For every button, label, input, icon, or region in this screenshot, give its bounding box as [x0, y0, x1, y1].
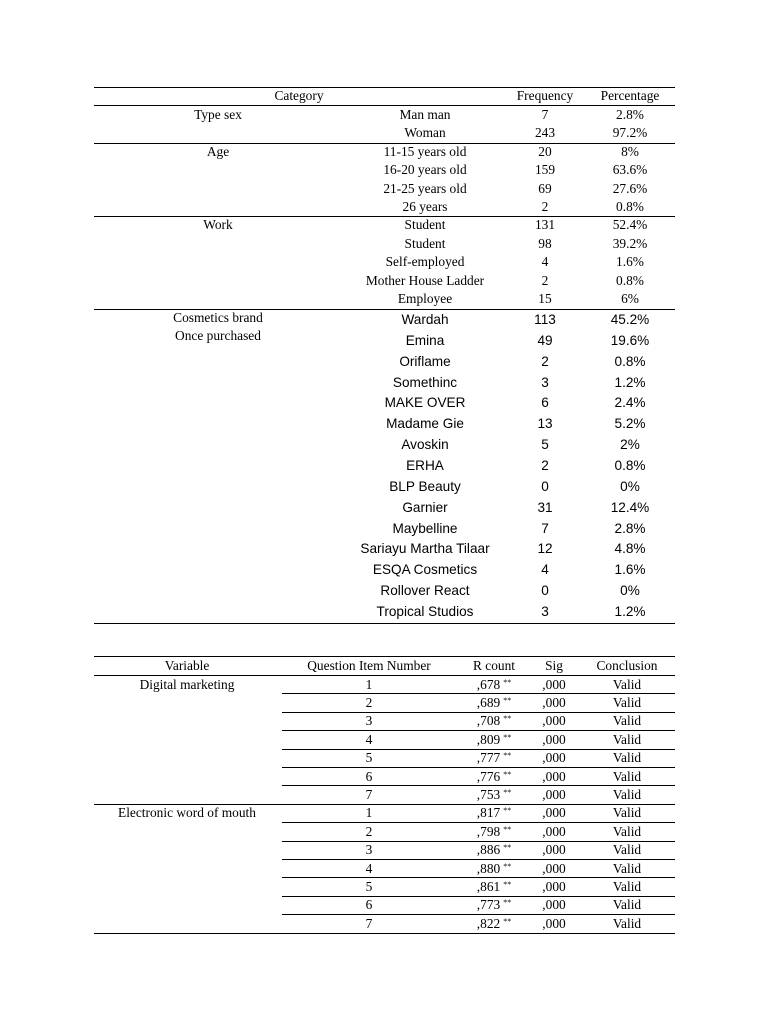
table1-frequency: 5 [541, 437, 549, 453]
significance-marker: ** [503, 695, 512, 705]
table2-conclusion: Valid [612, 768, 642, 784]
table1-bottom-rule [94, 623, 675, 624]
table1-subcategory: Madame Gie [386, 416, 464, 432]
table2-sig: ,000 [542, 805, 566, 821]
table1-header-percentage: Percentage [600, 88, 660, 103]
table1-top-rule [94, 87, 675, 88]
table1-frequency: 4 [541, 562, 549, 578]
table2-sig: ,000 [542, 768, 566, 784]
table1-category-label: Age [206, 144, 230, 159]
table1-frequency: 2 [541, 457, 549, 473]
table2-conclusion: Valid [612, 842, 642, 858]
table2-r-count: ,678 ** [476, 676, 512, 692]
table1-subcategory: Mother House Ladder [365, 272, 485, 288]
table2-header-item: Question Item Number [307, 658, 431, 673]
significance-marker: ** [503, 806, 512, 816]
table2-item-number: 5 [365, 750, 373, 766]
table1-subcategory: Woman [404, 125, 446, 141]
table1-category-label: Cosmetics brand [173, 310, 263, 325]
table2-variable-label: Digital marketing [139, 676, 235, 692]
table2-item-number: 3 [365, 842, 373, 858]
table1-subcategory: Oriflame [399, 353, 451, 369]
table1-subcategory: Somethinc [392, 374, 458, 390]
table2-item-number: 5 [365, 878, 373, 894]
table2-r-count: ,776 ** [476, 768, 512, 784]
table2-header-conclusion: Conclusion [596, 658, 658, 673]
table1-percentage: 52.4% [612, 217, 648, 232]
table1-frequency: 20 [538, 144, 552, 159]
table1-percentage: 45.2% [610, 312, 650, 327]
table2-r-count: ,689 ** [476, 694, 512, 710]
table1-percentage: 8% [621, 144, 639, 159]
table2-sig: ,000 [542, 713, 566, 729]
table1-subcategory: MAKE OVER [384, 395, 466, 411]
table2-conclusion: Valid [612, 860, 642, 876]
table1-percentage: 2.4% [614, 395, 646, 411]
table2-item-number: 6 [365, 897, 373, 913]
table1-subcategory: Man man [399, 107, 451, 122]
table1-frequency: 6 [541, 395, 549, 411]
table1-frequency: 69 [538, 180, 552, 196]
table2-r-count: ,777 ** [476, 750, 512, 766]
significance-marker: ** [503, 916, 512, 926]
table1-percentage: 0.8% [616, 272, 644, 288]
table1-subcategory: Employee [397, 291, 453, 306]
table1-percentage: 4.8% [614, 541, 646, 557]
significance-marker: ** [503, 714, 512, 724]
table1-percentage: 1.6% [614, 562, 646, 578]
table1-group-rule [94, 216, 675, 217]
table1-percentage: 0.8% [614, 457, 646, 473]
table1-percentage: 19.6% [610, 332, 650, 348]
table2-bottom-rule [94, 933, 675, 934]
table2-conclusion: Valid [612, 694, 642, 710]
table1-frequency: 31 [537, 499, 553, 515]
table1-subcategory: 26 years [402, 198, 448, 214]
significance-marker: ** [503, 751, 512, 761]
table2-header-rcount: R count [472, 658, 516, 673]
table1-percentage: 5.2% [614, 416, 646, 432]
table1-subcategory: 21-25 years old [383, 180, 467, 196]
table1-frequency: 98 [538, 235, 552, 251]
table1-subcategory: Rollover React [380, 583, 470, 599]
table2-r-count: ,809 ** [476, 731, 512, 747]
table1-frequency: 49 [537, 332, 553, 348]
table2-sig: ,000 [542, 731, 566, 747]
table1-subcategory: Maybelline [392, 520, 458, 536]
table1-percentage: 2% [620, 437, 640, 453]
significance-marker: ** [503, 677, 512, 687]
table1-frequency: 243 [534, 125, 556, 141]
table2-variable-label: Electronic word of mouth [118, 805, 256, 821]
table1-header-rule [94, 105, 675, 106]
table2-conclusion: Valid [612, 823, 642, 839]
table2-header-variable: Variable [164, 658, 210, 673]
table2-header-sig: Sig [545, 658, 563, 673]
table2-item-number: 7 [365, 786, 373, 802]
table1-subcategory: ERHA [406, 457, 444, 473]
table2-item-number: 7 [365, 915, 373, 931]
table1-frequency: 4 [541, 254, 549, 269]
table1-percentage: 27.6% [612, 180, 648, 196]
table2-sig: ,000 [542, 676, 566, 692]
table2-conclusion: Valid [612, 915, 642, 931]
table1-header-frequency: Frequency [516, 88, 574, 103]
table2-conclusion: Valid [612, 713, 642, 729]
table1-frequency: 2 [541, 272, 549, 288]
table1-percentage: 2.8% [614, 520, 646, 536]
significance-marker: ** [503, 787, 512, 797]
table2-sig: ,000 [542, 694, 566, 710]
table2-item-number: 1 [365, 805, 373, 821]
table2-r-count: ,708 ** [476, 713, 512, 729]
table1-subcategory: 11-15 years old [383, 144, 467, 159]
table1-frequency: 0 [541, 478, 549, 494]
table2-item-number: 3 [365, 713, 373, 729]
table2-r-count: ,773 ** [476, 897, 512, 913]
table1-frequency: 113 [534, 312, 556, 327]
table2-conclusion: Valid [612, 731, 642, 747]
table2-conclusion: Valid [612, 676, 642, 692]
significance-marker: ** [503, 879, 512, 889]
table1-frequency: 13 [537, 416, 553, 432]
table2-conclusion: Valid [612, 750, 642, 766]
table2-item-number: 6 [365, 768, 373, 784]
table1-subcategory: Wardah [401, 312, 449, 327]
table2-sig: ,000 [542, 915, 566, 931]
table1-frequency: 7 [541, 107, 549, 122]
table1-frequency: 7 [541, 520, 549, 536]
table2-r-count: ,798 ** [476, 823, 512, 839]
table1-subcategory: Emina [405, 332, 445, 348]
table1-header-category: Category [274, 88, 324, 103]
table1-percentage: 1.6% [616, 254, 644, 269]
table1-subcategory: Avoskin [401, 437, 449, 453]
table1-frequency: 3 [541, 603, 549, 619]
table2-sig: ,000 [542, 860, 566, 876]
table1-percentage: 12.4% [610, 499, 650, 515]
table1-frequency: 2 [541, 198, 549, 214]
table1-frequency: 159 [534, 162, 556, 178]
significance-marker: ** [503, 732, 512, 742]
significance-marker: ** [503, 769, 512, 779]
table1-subcategory: Sariayu Martha Tilaar [360, 541, 490, 557]
table2-sig: ,000 [542, 878, 566, 894]
table2-sig: ,000 [542, 750, 566, 766]
table1-subcategory: ESQA Cosmetics [372, 562, 478, 578]
table1-subcategory: BLP Beauty [389, 478, 461, 494]
table1-subcategory: 16-20 years old [383, 162, 467, 178]
table2-sig: ,000 [542, 786, 566, 802]
table1-subcategory: Student [404, 235, 446, 251]
table1-subcategory: Tropical Studios [376, 603, 474, 619]
table1-frequency: 131 [534, 217, 556, 232]
table1-percentage: 2.8% [616, 107, 644, 122]
table1-percentage: 63.6% [612, 162, 648, 178]
table1-category-label: Work [203, 217, 233, 232]
table2-r-count: ,753 ** [476, 786, 512, 802]
table1-percentage: 0.8% [616, 198, 644, 214]
significance-marker: ** [503, 898, 512, 908]
table2-r-count: ,880 ** [476, 860, 512, 876]
table2-r-count: ,886 ** [476, 842, 512, 858]
table1-subcategory: Garnier [402, 499, 448, 515]
table1-category-label: Once purchased [175, 328, 261, 343]
table2-sig: ,000 [542, 897, 566, 913]
table1-category-label: Type sex [194, 107, 242, 122]
table1-frequency: 2 [541, 353, 549, 369]
table1-frequency: 3 [541, 374, 549, 390]
table2-item-number: 2 [365, 823, 373, 839]
table2-conclusion: Valid [612, 897, 642, 913]
table2-conclusion: Valid [612, 786, 642, 802]
table1-percentage: 39.2% [612, 235, 648, 251]
table2-sig: ,000 [542, 842, 566, 858]
table1-frequency: 15 [538, 291, 552, 306]
table1-frequency: 0 [541, 583, 549, 599]
table1-percentage: 0.8% [614, 353, 646, 369]
table2-item-number: 4 [365, 731, 373, 747]
table1-percentage: 6% [621, 291, 639, 306]
significance-marker: ** [503, 824, 512, 834]
table1-percentage: 0% [620, 583, 640, 599]
table2-conclusion: Valid [612, 805, 642, 821]
table1-subcategory: Student [404, 217, 446, 232]
table2-sig: ,000 [542, 823, 566, 839]
table2-item-number: 4 [365, 860, 373, 876]
table1-percentage: 1.2% [614, 603, 646, 619]
table2-conclusion: Valid [612, 878, 642, 894]
table1-percentage: 97.2% [612, 125, 648, 141]
significance-marker: ** [503, 843, 512, 853]
table2-r-count: ,822 ** [476, 915, 512, 931]
table2-item-number: 1 [365, 676, 373, 692]
table2-r-count: ,861 ** [476, 878, 512, 894]
table1-percentage: 0% [620, 478, 640, 494]
table2-r-count: ,817 ** [476, 805, 512, 821]
significance-marker: ** [503, 861, 512, 871]
table2-item-number: 2 [365, 694, 373, 710]
table1-subcategory: Self-employed [385, 254, 465, 269]
table1-frequency: 12 [537, 541, 553, 557]
table1-percentage: 1.2% [614, 374, 646, 390]
